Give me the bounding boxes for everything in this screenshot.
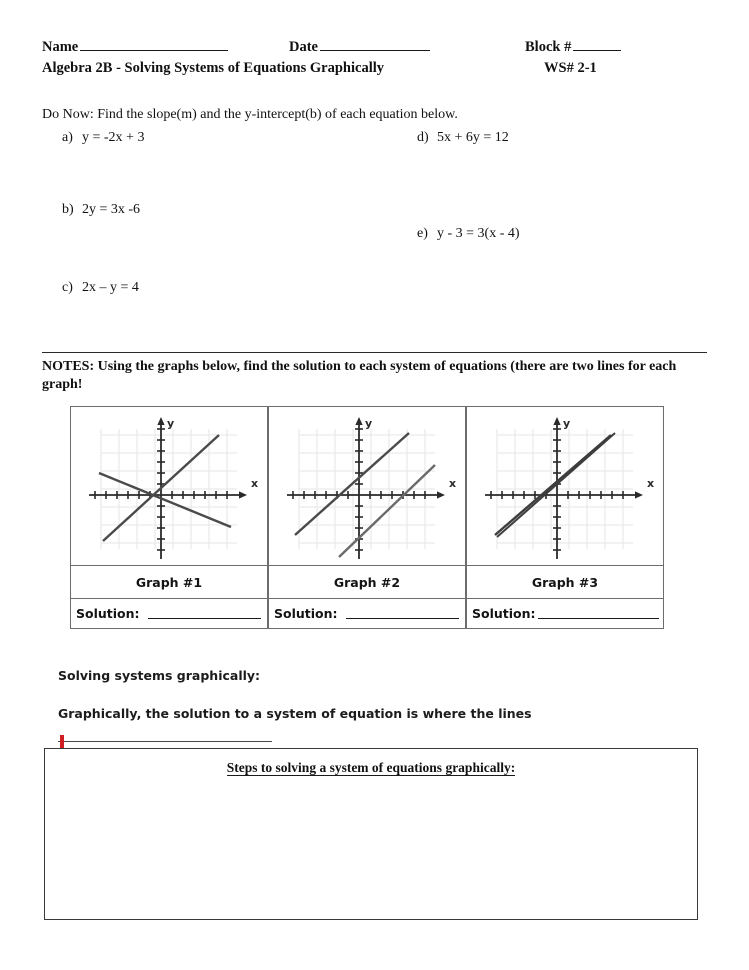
notes-instruction: NOTES: Using the graphs below, find the solution to each system of equations (there are two lines for each graph! <box>42 359 677 392</box>
y-axis-arrow-1 <box>157 417 164 425</box>
problem-equation-b: 2y = 3x -6 <box>82 202 141 217</box>
problem-equation-c: 2x – y = 4 <box>82 280 139 295</box>
axes-3 <box>485 421 639 559</box>
solution-blank-1[interactable] <box>148 608 261 620</box>
do-now-problem-b <box>62 202 140 218</box>
solution-row-2[interactable] <box>268 599 466 629</box>
graph-label-1: Graph #1 <box>70 566 268 599</box>
graph-plot-3 <box>466 406 664 566</box>
block-blank[interactable] <box>573 38 621 51</box>
steps-heading-text: Steps to solving a system of equations graphically: <box>226 760 516 775</box>
axes-2 <box>287 421 441 559</box>
graph-table <box>70 406 664 629</box>
solution-blank-3[interactable] <box>538 608 659 620</box>
solving-section <box>58 668 658 721</box>
solution-blank-2[interactable] <box>346 608 459 620</box>
name-label: Name <box>42 38 79 55</box>
do-now-problem-e <box>417 226 520 242</box>
solving-answer-blank[interactable] <box>58 741 272 742</box>
course-title: Algebra 2B - Solving Systems of Equations Graphically <box>42 60 384 76</box>
plot-line-3a <box>495 435 611 535</box>
x-axis-label-2: x <box>449 477 457 490</box>
header-fields-row <box>42 38 707 58</box>
x-axis-arrow-3 <box>635 491 643 498</box>
solution-row-1[interactable] <box>70 599 268 629</box>
do-now-problems <box>42 130 707 315</box>
do-now-section <box>42 107 707 315</box>
do-now-problem-a <box>62 130 144 146</box>
problem-equation-e: y - 3 = 3(x - 4) <box>437 226 520 241</box>
graph-column-2 <box>268 406 466 629</box>
coordinate-plane-1 <box>71 407 267 565</box>
grid-lines-3 <box>497 429 633 549</box>
graph-column-3 <box>466 406 664 629</box>
x-axis-label-1: x <box>251 477 259 490</box>
block-label: Block # <box>525 38 572 55</box>
plot-line-2a <box>295 433 409 535</box>
solving-statement: Graphically, the solution to a system of equation is where the lines <box>58 706 532 721</box>
graph-label-2: Graph #2 <box>268 566 466 599</box>
problem-marker-c: c) <box>62 280 73 295</box>
solution-label-3: Solution: <box>472 606 536 621</box>
x-axis-label-3: x <box>647 477 655 490</box>
graph-plot-2 <box>268 406 466 566</box>
date-blank[interactable] <box>320 38 430 51</box>
y-axis-label-1: y <box>167 417 175 430</box>
do-now-problem-c <box>62 280 139 296</box>
do-now-problem-d <box>417 130 509 146</box>
header-title-row <box>42 60 707 80</box>
name-field[interactable] <box>42 38 228 56</box>
do-now-prompt: Do Now: Find the slope(m) and the y-intercept(b) of each equation below. <box>42 107 458 122</box>
date-field[interactable] <box>289 38 430 56</box>
coordinate-plane-2 <box>269 407 465 565</box>
coordinate-plane-3 <box>467 407 663 565</box>
section-divider <box>42 352 707 353</box>
solution-label-2: Solution: <box>274 606 338 621</box>
y-axis-label-3: y <box>563 417 571 430</box>
problem-marker-b: b) <box>62 202 74 217</box>
worksheet-number: WS# 2-1 <box>544 60 597 76</box>
axes-1 <box>89 421 243 559</box>
graph-label-3: Graph #3 <box>466 566 664 599</box>
solution-row-3[interactable] <box>466 599 664 629</box>
x-axis-arrow-1 <box>239 491 247 498</box>
grid-lines-1 <box>101 429 237 549</box>
steps-heading <box>45 760 697 776</box>
graph-plots-row <box>70 406 664 629</box>
graph-plot-1 <box>70 406 268 566</box>
solving-heading: Solving systems graphically: <box>58 668 261 683</box>
graph-column-1 <box>70 406 268 629</box>
problem-equation-d: 5x + 6y = 12 <box>437 130 509 145</box>
x-axis-arrow-2 <box>437 491 445 498</box>
problem-marker-d: d) <box>417 130 429 145</box>
worksheet-header <box>42 38 707 80</box>
name-blank[interactable] <box>80 38 228 51</box>
y-axis-arrow-3 <box>553 417 560 425</box>
steps-box[interactable] <box>44 748 698 920</box>
plot-lines-3 <box>495 433 615 537</box>
block-field[interactable] <box>525 38 621 56</box>
text-caret-icon <box>60 735 64 748</box>
y-axis-arrow-2 <box>355 417 362 425</box>
solution-label-1: Solution: <box>76 606 140 621</box>
problem-marker-e: e) <box>417 226 428 241</box>
date-label: Date <box>289 38 318 55</box>
y-axis-label-2: y <box>365 417 373 430</box>
problem-equation-a: y = -2x + 3 <box>82 130 145 145</box>
problem-marker-a: a) <box>62 130 73 145</box>
